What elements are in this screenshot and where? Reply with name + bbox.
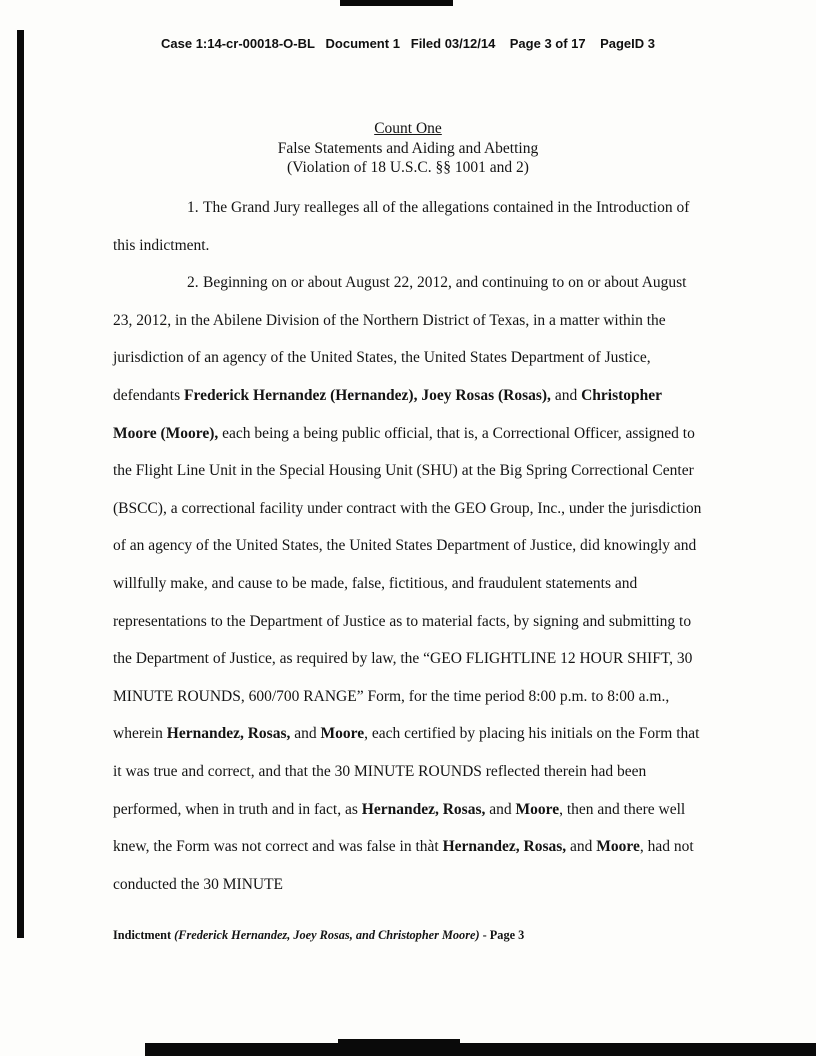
body-text-run: and: [485, 800, 516, 818]
defendant-name-bold: Moore: [320, 725, 365, 743]
case-header-stamp: Case 1:14-cr-00018-O-BL Document 1 Filed 03/12/14 Page 3 of 17 PageID 3: [161, 36, 655, 51]
defendant-name-bold: Hernandez, Rosas,: [361, 800, 486, 818]
defendant-name-bold: Frederick Hernandez (Hernandez), Joey Rosas (Rosas),: [184, 386, 551, 404]
body-text-run: Beginning on or about August 22, 2012, and continuing to on or about August 23, 2012, in the Abilene Division of the Northern District of Texas, in a matter within the jurisdiction of an agency of the United States, the United States Department of Justice, defendants: [113, 274, 687, 404]
paragraph-number: 2.: [187, 274, 199, 292]
defendant-name-bold: Christopher Moore (Moore),: [113, 386, 662, 442]
body-text-run: , had not conducted the 30 MINUTE: [113, 838, 694, 893]
body-text-run: , then and there well knew, the Form was not correct and was false in thàt: [113, 800, 686, 856]
body-text-run: and: [290, 725, 321, 743]
body-text-run: each being a being public official, that is, a Correctional Officer, assigned to the Flight Line Unit in the Special Housing Unit (SHU) at the Big Spring Correctional Center (BSCC), a correctional facility under contract with the GEO Group, Inc., under the jurisdiction of an agency of the United States, the United States Department of Justice, did knowingly and willfully make, and cause to be made, false, fictitious, and fraudulent statements and representations to the Department of Justice as to material facts, by signing and submitting to the Department of Justice, as required by law, the “GEO FLIGHTLINE 12 HOUR SHIFT, 30 MINUTE ROUNDS, 600/700 RANGE” Form, for the time period 8:00 p.m. to 8:00 a.m., wherein: [113, 424, 702, 743]
document-body: [113, 189, 704, 903]
paragraph-1: [113, 189, 704, 264]
count-title: Count One: [374, 120, 442, 137]
body-text-run: The Grand Jury realleges all of the allegations contained in the Introduction of this indictment.: [113, 199, 690, 254]
footer-page-number: - Page 3: [479, 928, 525, 942]
footer-title: Indictment: [113, 928, 175, 942]
count-violation: (Violation of 18 U.S.C. §§ 1001 and 2): [287, 159, 529, 176]
body-text-run: , each certified by placing his initials on the Form that it was true and correct, and that the 30 MINUTE ROUNDS reflected therein had been performed, when in truth and in fact, as: [113, 725, 700, 818]
body-text-run: and: [566, 838, 597, 856]
count-heading: [0, 119, 816, 178]
defendant-name-bold: Hernandez, Rosas,: [442, 838, 567, 856]
scan-artifact-bottom-bar: [145, 1043, 816, 1056]
scan-artifact-top: [340, 0, 453, 6]
defendant-name-bold: Moore: [515, 800, 560, 818]
scan-artifact-bottom-center: [338, 1039, 460, 1056]
footer-case-caption: (Frederick Hernandez, Joey Rosas, and Christopher Moore): [174, 928, 480, 942]
count-subtitle: False Statements and Aiding and Abetting: [277, 139, 539, 157]
paragraph-2: [113, 264, 704, 903]
page-footer: [113, 928, 524, 943]
defendant-name-bold: Moore: [596, 838, 640, 856]
body-text-run: and: [550, 386, 582, 404]
paragraph-number: 1.: [187, 199, 199, 216]
defendant-name-bold: Hernandez, Rosas,: [166, 725, 291, 743]
